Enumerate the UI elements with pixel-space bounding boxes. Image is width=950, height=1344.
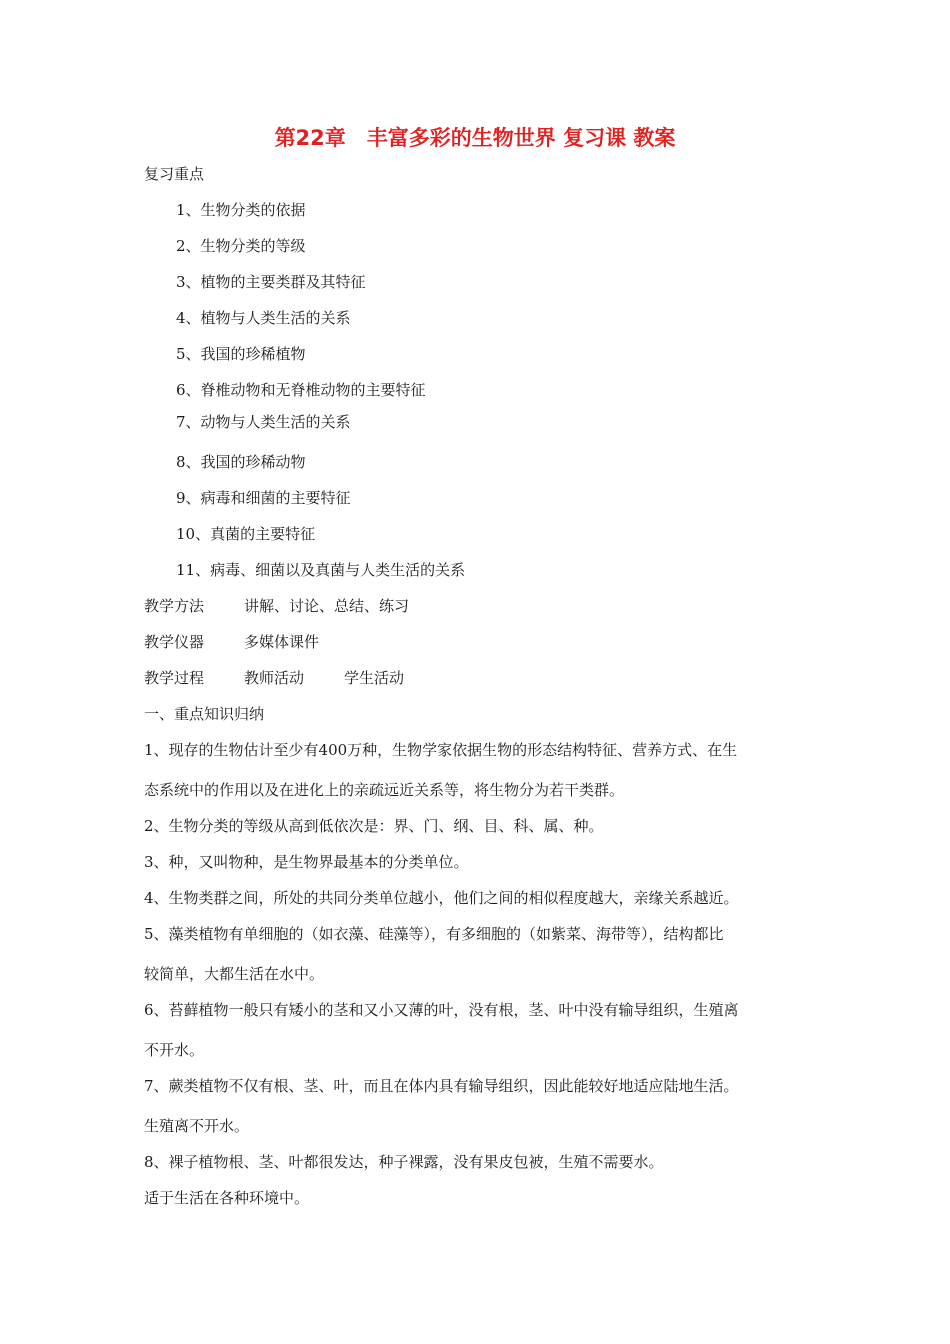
knowledge-line: 6、苔藓植物一般只有矮小的茎和又小又薄的叶，没有根，茎、叶中没有输导组织，生殖离 [144,1001,739,1019]
knowledge-line: 3、种，又叫物种，是生物界最基本的分类单位。 [144,853,469,871]
teaching-process-label: 教学过程 [144,669,205,687]
review-point-6: 6、脊椎动物和无脊椎动物的主要特征 [176,381,426,399]
teaching-method-label: 教学方法 [144,597,205,615]
page-title: 第22章 丰富多彩的生物世界 复习课 教案 [274,126,676,150]
review-point-4: 4、植物与人类生活的关系 [176,309,351,327]
knowledge-line: 较简单，大都生活在水中。 [144,965,325,983]
knowledge-line: 2、生物分类的等级从高到低依次是：界、门、纲、目、科、属、种。 [144,817,604,835]
teaching-method-row [144,596,644,616]
review-point-11: 11、病毒、细菌以及真菌与人类生活的关系 [176,561,466,579]
teaching-instrument-label: 教学仪器 [144,633,205,651]
section-heading: 一、重点知识归纳 [144,705,265,723]
knowledge-line: 生殖离不开水。 [144,1117,250,1135]
teacher-activity-label: 教师活动 [244,669,305,687]
review-point-7: 7、动物与人类生活的关系 [176,413,351,431]
teaching-instrument-row [144,632,644,652]
knowledge-line: 态系统中的作用以及在进化上的亲疏远近关系等，将生物分为若干类群。 [144,781,625,799]
review-heading: 复习重点 [144,165,205,183]
knowledge-line: 4、生物类群之间，所处的共同分类单位越小，他们之间的相似程度越大，亲缘关系越近。 [144,889,739,907]
knowledge-line: 适于生活在各种环境中。 [144,1189,310,1207]
review-point-5: 5、我国的珍稀植物 [176,345,306,363]
knowledge-line: 8、裸子植物根、茎、叶都很发达，种子裸露，没有果皮包被，生殖不需要水。 [144,1153,664,1171]
student-activity-label: 学生活动 [344,669,405,687]
knowledge-line: 不开水。 [144,1041,205,1059]
teaching-instrument-value: 多媒体课件 [244,633,320,651]
teaching-method-value: 讲解、讨论、总结、练习 [244,597,410,615]
knowledge-line: 5、藻类植物有单细胞的（如衣藻、硅藻等），有多细胞的（如紫菜、海带等），结构都比 [144,925,724,943]
review-point-1: 1、生物分类的依据 [176,201,306,219]
review-point-9: 9、病毒和细菌的主要特征 [176,489,351,507]
review-point-2: 2、生物分类的等级 [176,237,306,255]
review-point-8: 8、我国的珍稀动物 [176,453,306,471]
knowledge-line: 1、现存的生物估计至少有400万种，生物学家依据生物的形态结构特征、营养方式、在生 [144,741,738,759]
review-point-3: 3、植物的主要类群及其特征 [176,273,366,291]
review-point-10: 10、真菌的主要特征 [176,525,316,543]
teaching-process-row [144,668,644,688]
knowledge-line: 7、蕨类植物不仅有根、茎、叶，而且在体内具有输导组织，因此能较好地适应陆地生活。 [144,1077,739,1095]
